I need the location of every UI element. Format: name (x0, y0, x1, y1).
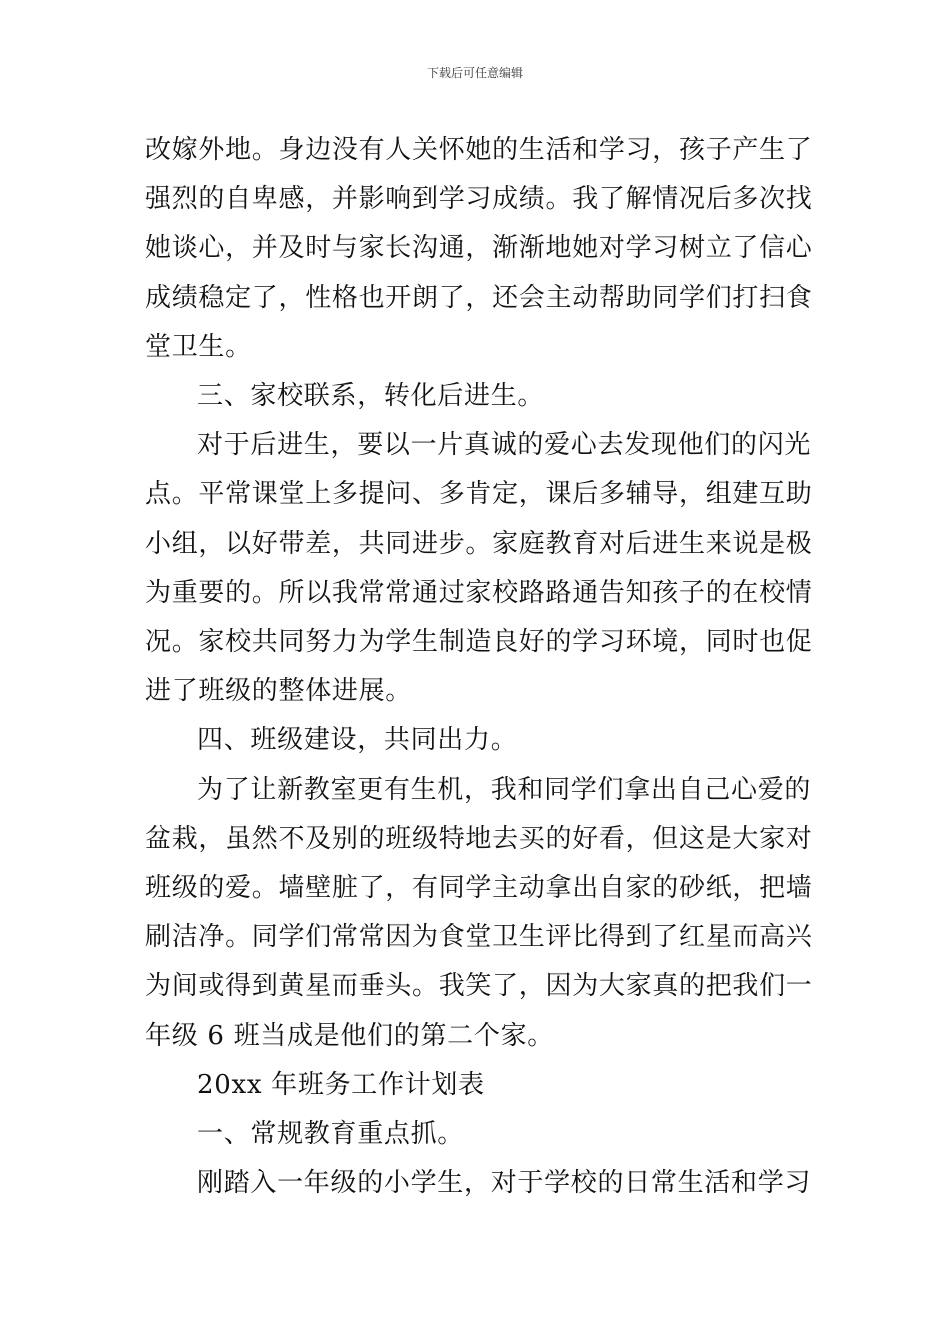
paragraph (145, 1159, 812, 1208)
paragraph-line: 四、班级建设，共同出力。 (197, 725, 518, 756)
paragraph-line: 小组，以好带差，共同进步。家庭教育对后进生来说是极 (145, 528, 813, 559)
paragraph-line: 她谈心，并及时与家长沟通，渐渐地她对学习树立了信心 (145, 233, 813, 264)
paragraph-line: 为重要的。所以我常常通过家校路路通告知孩子的在校情 (145, 577, 813, 608)
paragraph-line: 刚踏入一年级的小学生，对于学校的日常生活和学习 (197, 1168, 812, 1199)
paragraph-line: 一、常规教育重点抓。 (197, 1119, 465, 1150)
paragraph-line: 况。家校共同努力为学生制造良好的学习环境，同时也促 (145, 627, 813, 658)
paragraph-line: 三、家校联系，转化后进生。 (197, 381, 545, 412)
paragraph-line: 成绩稳定了，性格也开朗了，还会主动帮助同学们打扫食 (145, 282, 813, 313)
paragraph-line: 改嫁外地。身边没有人关怀她的生活和学习，孩子产生了 (145, 135, 813, 165)
document-body (145, 126, 813, 1208)
paragraph (145, 421, 813, 716)
page-header: 下载后可任意编辑 (426, 66, 523, 80)
paragraph-line: 堂卫生。 (145, 331, 252, 362)
paragraph-line: 年级 6 班当成是他们的第二个家。 (145, 1020, 554, 1051)
paragraph-line: 为了让新教室更有生机，我和同学们拿出自己心爱的 (197, 774, 812, 805)
paragraph-line: 强烈的自卑感，并影响到学习成绩。我了解情况后多次找 (145, 184, 813, 215)
paragraph-line: 20xx 年班务工作计划表 (197, 1069, 485, 1100)
paragraph (145, 766, 813, 1061)
section-heading (145, 372, 807, 421)
section-heading (145, 1110, 807, 1159)
paragraph-line: 进了班级的整体进展。 (145, 676, 413, 707)
paragraph-line: 为间或得到黄星而垂头。我笑了，因为大家真的把我们一 (145, 971, 813, 1002)
paragraph-line: 对于后进生，要以一片真诚的爱心去发现他们的闪光 (197, 430, 812, 461)
paragraph (145, 126, 813, 372)
document-title (145, 1061, 807, 1110)
paragraph-line: 点。平常课堂上多提问、多肯定，课后多辅导，组建互助 (145, 479, 813, 510)
section-heading (145, 716, 807, 765)
paragraph-line: 刷洁净。同学们常常因为食堂卫生评比得到了红星而高兴 (145, 922, 813, 953)
paragraph-line: 盆栽，虽然不及别的班级特地去买的好看，但这是大家对 (145, 823, 813, 854)
paragraph-line: 班级的爱。墙壁脏了，有同学主动拿出自家的砂纸，把墙 (145, 873, 813, 904)
